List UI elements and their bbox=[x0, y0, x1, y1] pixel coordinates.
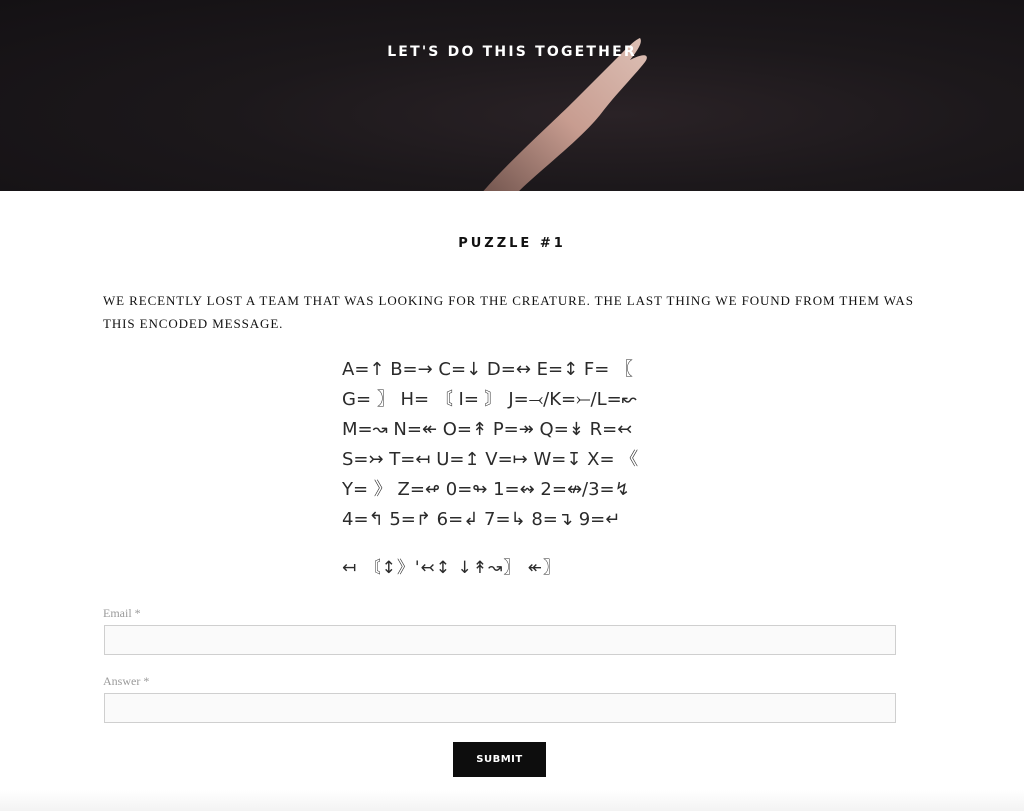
cipher-key bbox=[342, 355, 702, 535]
encoded-message: ↤ 〘↕》'↢↕ ↓↟↝〗 ↞〗 bbox=[342, 558, 561, 578]
answer-label: Answer * bbox=[103, 674, 150, 688]
hero-title: LET'S DO THIS TOGETHER bbox=[387, 44, 637, 60]
cipher-line: A=↑ B=→ C=↓ D=↔ E=↕ F= 〖 bbox=[342, 359, 634, 380]
page-bottom-shade bbox=[0, 790, 1024, 811]
cipher-line: G= 〗 H= 〘 I= 〙 J=⤙/K=⤚/L=↜ bbox=[342, 389, 637, 410]
cipher-line: M=↝ N=↞ O=↟ P=↠ Q=↡ R=↢ bbox=[342, 419, 633, 440]
email-field[interactable] bbox=[104, 625, 896, 655]
hero-banner bbox=[0, 0, 1024, 191]
cipher-line: Y= 》 Z=↫ 0=↬ 1=↭ 2=↮/3=↯ bbox=[342, 479, 630, 500]
puzzle-intro: WE RECENTLY LOST A TEAM THAT WAS LOOKING FOR THE CREATURE. THE LAST THING WE FOUND FROM THEM WAS THIS ENCODED MESSAGE. bbox=[103, 293, 914, 331]
cipher-line: S=↣ T=↤ U=↥ V=↦ W=↧ X= 《 bbox=[342, 449, 639, 470]
answer-field[interactable] bbox=[104, 693, 896, 723]
email-label: Email * bbox=[103, 606, 141, 620]
cipher-line: 4=↰ 5=↱ 6=↲ 7=↳ 8=↴ 9=↵ bbox=[342, 509, 621, 530]
puzzle-title: PUZZLE #1 bbox=[458, 236, 566, 251]
submit-button[interactable]: SUBMIT bbox=[453, 742, 546, 777]
